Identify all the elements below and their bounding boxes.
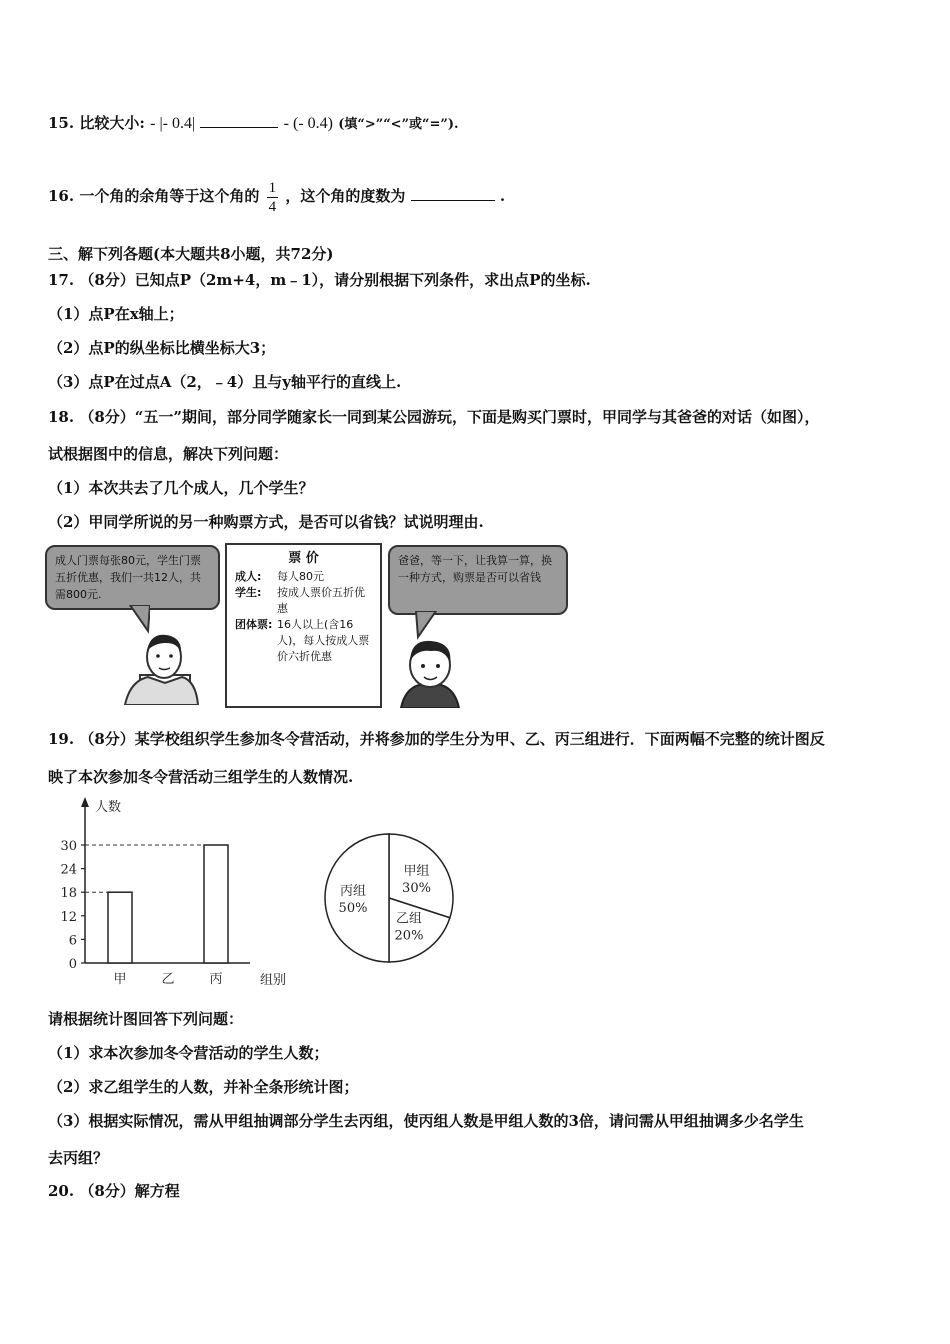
x-category-label: 丙	[209, 972, 223, 987]
q20-stem: 20. （8分）解方程	[48, 1182, 180, 1200]
ticket-row-student	[235, 585, 372, 617]
q15-answer-blank[interactable]	[200, 127, 278, 128]
q16-fraction-denominator: 4	[268, 198, 277, 215]
q16-prompt-before: 一个角的余角等于这个角的	[79, 187, 260, 205]
ticket-row-group	[235, 617, 372, 665]
pie-slice-label: 乙组	[395, 911, 422, 927]
ticket-title: 票 价	[288, 551, 319, 566]
y-tick-label: 0	[68, 957, 77, 972]
q16-prompt-after: ，这个角的度数为	[285, 187, 406, 205]
q18-part-1: （1）本次共去了几个成人，几个学生？	[48, 479, 314, 497]
q16-answer-blank[interactable]	[411, 200, 495, 201]
q15-number: 15.	[48, 114, 75, 132]
bar-3	[204, 845, 228, 963]
x-category-label: 乙	[161, 972, 175, 987]
q16-end: .	[499, 187, 506, 205]
y-tick-label: 24	[60, 862, 77, 878]
x-category-label: 甲	[113, 972, 127, 987]
ticket-row-adult	[235, 569, 372, 585]
father-figure-icon	[120, 625, 200, 705]
q19-after-charts: 请根据统计图回答下列问题：	[48, 1010, 244, 1028]
q16-fraction-numerator: 1	[268, 179, 277, 196]
y-tick-label: 18	[60, 886, 77, 902]
son-figure-icon	[395, 633, 465, 708]
q17-stem: 17. （8分）已知点P（2m+4，m﹣1），请分别根据下列条件，求出点P的坐标.	[48, 271, 591, 289]
q18-part-2: （2）甲同学所说的另一种购票方式，是否可以省钱？试说明理由.	[48, 513, 484, 531]
ticket-label: 团体票:	[235, 618, 273, 631]
q19-stem-line-2: 映了本次参加冬令营活动三组学生的人数情况.	[48, 768, 354, 786]
question-15	[48, 112, 459, 136]
q15-left-expression: - |- 0.4|	[150, 115, 196, 132]
q15-right-expression: - (- 0.4)	[283, 115, 333, 132]
y-tick-label: 30	[60, 839, 77, 854]
question-16	[48, 172, 505, 220]
pie-slice-label: 甲组	[403, 864, 430, 880]
q18-stem-line-2: 试根据图中的信息，解决下列问题：	[48, 445, 289, 463]
ticket-value: 16人以上(含16人)，每人按成人票价六折优惠	[277, 618, 370, 663]
pie-chart	[318, 832, 460, 964]
q18-stem-line-1: 18. （8分）“五一”期间，部分同学随家长一同到某公园游玩，下面是购买门票时，甲同学与其爸爸的对话（如图），	[48, 408, 820, 426]
q15-prompt: 比较大小:	[79, 114, 145, 132]
q16-fraction	[267, 179, 279, 216]
pie-slice-percent: 20%	[394, 928, 424, 944]
q16-number: 16.	[48, 187, 75, 205]
section-3-title: 三、解下列各题(本大题共8小题，共72分)	[48, 245, 334, 263]
bar-chart	[45, 795, 305, 995]
ticket-price-board	[225, 543, 382, 708]
ticket-value: 每人80元	[277, 570, 324, 583]
q19-part-1: （1）求本次参加冬令营活动的学生人数；	[48, 1044, 329, 1062]
bar-chart-xlabel: 组别	[260, 973, 287, 988]
q19-part-3: （3）根据实际情况，需从甲组抽调部分学生去丙组，使丙组人数是甲组人数的3倍，请问需从甲组抽调多少名学生	[48, 1112, 804, 1130]
ticket-label: 成人:	[235, 570, 262, 583]
y-tick-label: 6	[68, 933, 77, 949]
ticket-label: 学生:	[235, 586, 262, 599]
pie-slice-percent: 50%	[338, 901, 368, 916]
son-speech-bubble: 爸爸，等一下，让我算一算，换一种方式，购票是否可以省钱	[388, 545, 568, 615]
q19-part-3-continued: 去丙组？	[48, 1149, 109, 1167]
q17-part-2: （2）点P的纵坐标比横坐标大3；	[48, 339, 276, 357]
q17-part-3: （3）点P在过点A（2，﹣4）且与y轴平行的直线上.	[48, 373, 402, 391]
father-speech-bubble: 成人门票每张80元，学生门票五折优惠，我们一共12人，共需800元.	[45, 545, 220, 610]
pie-slice-label: 丙组	[339, 884, 367, 899]
y-tick-label: 12	[60, 909, 77, 925]
y-axis-arrow-icon	[81, 797, 89, 807]
bar-chart-ylabel: 人数	[95, 800, 122, 815]
q19-part-2: （2）求乙组学生的人数，并补全条形统计图；	[48, 1078, 359, 1096]
pie-slice-percent: 30%	[402, 881, 431, 897]
q17-part-1: （1）点P在x轴上；	[48, 305, 184, 323]
ticket-value: 按成人票价五折优惠	[277, 586, 365, 615]
q15-hint: (填“>”“<”或“=”).	[338, 117, 459, 132]
bar-1	[108, 892, 132, 963]
q19-stem-line-1: 19. （8分）某学校组织学生参加冬令营活动，并将参加的学生分为甲、乙、丙三组进行．下面两幅不完整的统计图反	[48, 730, 825, 748]
